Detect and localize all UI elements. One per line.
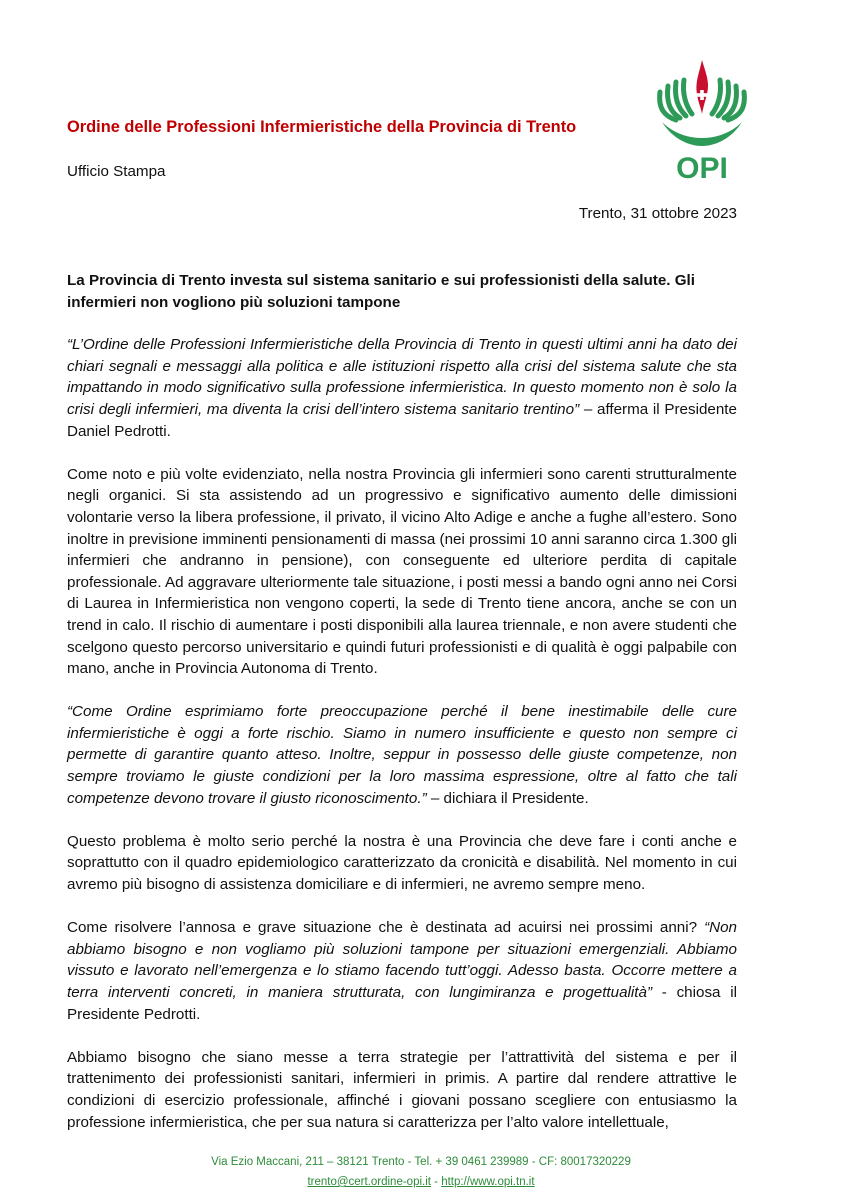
email-link[interactable]: trento@cert.ordine-opi.it: [307, 1176, 431, 1188]
paragraph-6: Abbiamo bisogno che siano messe a terra strategie per l’attrattività del sistema e per il trattenimento dei professionisti sanitari, infermieri in primis. A partire dal rendere attrattive le condizioni di esercizio professionale, affinché i giovani possano scegliere con entusiasmo la professione infermieristica, che per sua natura si caratterizza per l’alto valore intellettuale,: [67, 1048, 737, 1131]
paragraph-2: Come noto e più volte evidenziato, nella nostra Provincia gli infermieri sono carenti strutturalmente negli organici. Si sta assistendo ad un progressivo e significativo aumento delle dimissioni volontarie verso la libera professione, il privato, il vicino Alto Adige e anche a fughe all’estero. Sono inoltre in previsione imminenti pensionamenti di massa (nei prossimi 10 anni saranno circa 1.300 gli infermieri che andranno in pensione), con conseguente ed ulteriore perdita di capitale professionale. Ad aggravare ulteriormente tale situazione, i posti messi a bando ogni anno nei Corsi di Laurea in Infermieristica non vengono coperti, la sede di Trento tiene ancora, anche se con un trend in calo. Il rischio di aumentare i posti disponibili alla laurea triennale, e non avere studenti che scelgono questo percorso universitario e quindi futuri professionisti e di qualità è oggi palpabile con mano, anche in Provincia Autonoma di Trento.: [67, 465, 737, 678]
paragraph-3: [67, 701, 737, 809]
paragraph-5: [67, 917, 737, 1025]
office-label: Ufficio Stampa: [67, 163, 166, 180]
footer-contacts: [0, 1176, 842, 1188]
article-body: [67, 270, 737, 1155]
footer-address: Via Ezio Maccani, 211 – 38121 Trento - Tel. + 39 0461 239989 - CF: 80017320229: [211, 1156, 631, 1168]
opi-logo: [652, 56, 752, 184]
question: Come risolvere l’annosa e grave situazione che è destinata ad acuirsi nei prossimi anni?: [67, 919, 705, 937]
logo-text: OPI: [676, 152, 728, 184]
quote-order: “Come Ordine esprimiamo forte preoccupazione perché il bene inestimabile delle cure infermieristiche è oggi a forte rischio. Siamo in numero insufficiente e questo non sempre ci permette di garantire quanto atteso. Inoltre, seppur in possesso delle giuste competenze, non sempre troviamo le giuste condizioni per la loro massima espressione, oltre al fatto che tali competenze devono trovare il giusto riconoscimento.”: [67, 703, 737, 807]
quote-president: “L’Ordine delle Professioni Infermieristiche della Provincia di Trento in questi ultimi anni ha dato dei chiari segnali e messaggi alla politica e alle istituzioni rispetto alla crisi del sistema salute che sta impattando in modo significativo sulla professione infermieristica. In questo momento non è solo la crisi degli infermieri, ma diventa la crisi dell’intero sistema sanitario trentino”: [67, 336, 737, 418]
attribution: – afferma il Presidente Daniel Pedrotti.: [67, 400, 737, 440]
attribution: - chiosa il Presidente Pedrotti.: [67, 984, 737, 1023]
bowl-icon: [662, 122, 742, 146]
website-link[interactable]: http://www.opi.tn.it: [441, 1176, 535, 1188]
attribution: – dichiara il Presidente.: [426, 789, 589, 807]
opi-logo-icon: [652, 56, 752, 184]
footer-separator: -: [430, 1176, 442, 1188]
article-headline: La Provincia di Trento investa sul sistema sanitario e sui professionisti della salute. Gli infermieri non vogliono più soluzioni tampone: [67, 272, 695, 311]
page-title: Ordine delle Professioni Infermieristiche della Provincia di Trento: [67, 118, 577, 136]
paragraph-1: [67, 334, 737, 442]
flame-icon: [696, 60, 708, 114]
paragraph-4: Questo problema è molto serio perché la nostra è una Provincia che deve fare i conti anche e soprattutto con il quadro epidemiologico caratterizzato da cronicità e disabilità. Nel momento in cui avremo più bisogno di assistenza domiciliare e di infermieri, ne avremo sempre meno.: [67, 832, 737, 894]
quote-solutions: “Non abbiamo bisogno e non vogliamo più soluzioni tampone per situazioni emergenziali. Abbiamo vissuto e lavorato nell’emergenza e lo stiamo facendo tutt’oggi. Adesso basta. Occorre mettere a terra interventi concreti, in maniera strutturata, con lungimiranza e progettualità”: [67, 919, 737, 1001]
document-date: Trento, 31 ottobre 2023: [578, 205, 737, 222]
